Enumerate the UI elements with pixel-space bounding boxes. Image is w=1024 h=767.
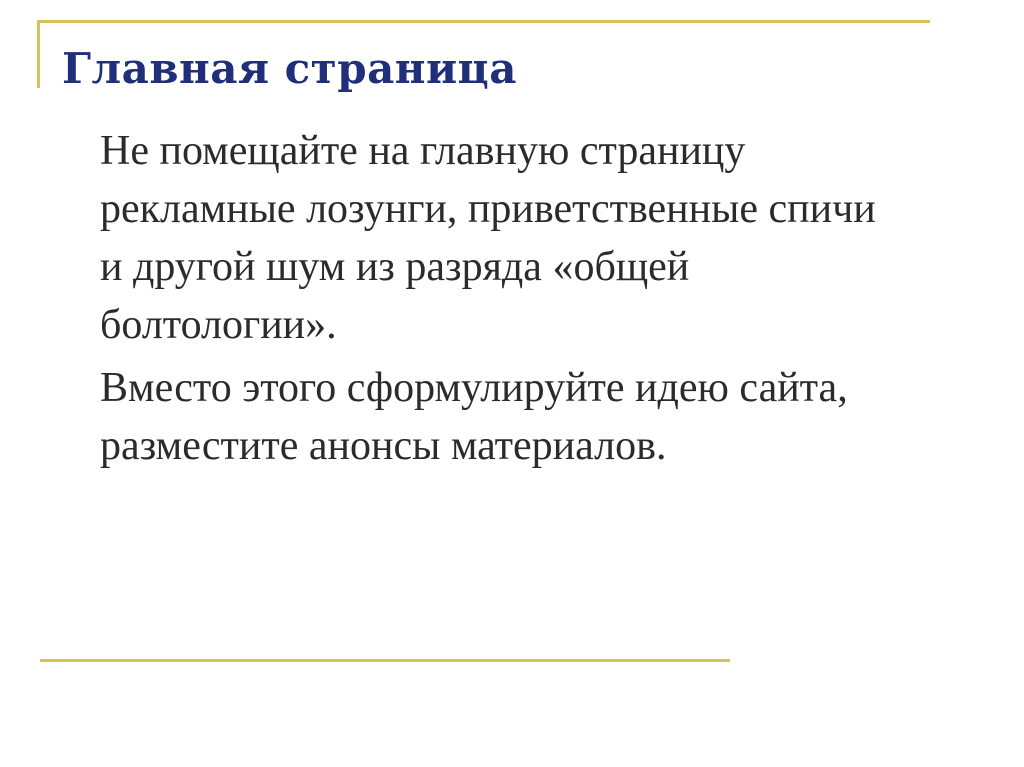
bottom-divider-line (40, 659, 730, 662)
top-divider-line (37, 20, 930, 23)
slide-body (100, 122, 900, 475)
left-accent-line (37, 20, 40, 88)
paragraph-2: Вместо этого сформулируйте идею сайта, разместите анонсы материалов. (100, 365, 848, 469)
paragraph-1: Не помещайте на главную страницу рекламные лозунги, приветственные спичи и другой шум из разряда «общей болтологии». (100, 128, 876, 348)
slide-title: Главная страница (62, 44, 517, 93)
